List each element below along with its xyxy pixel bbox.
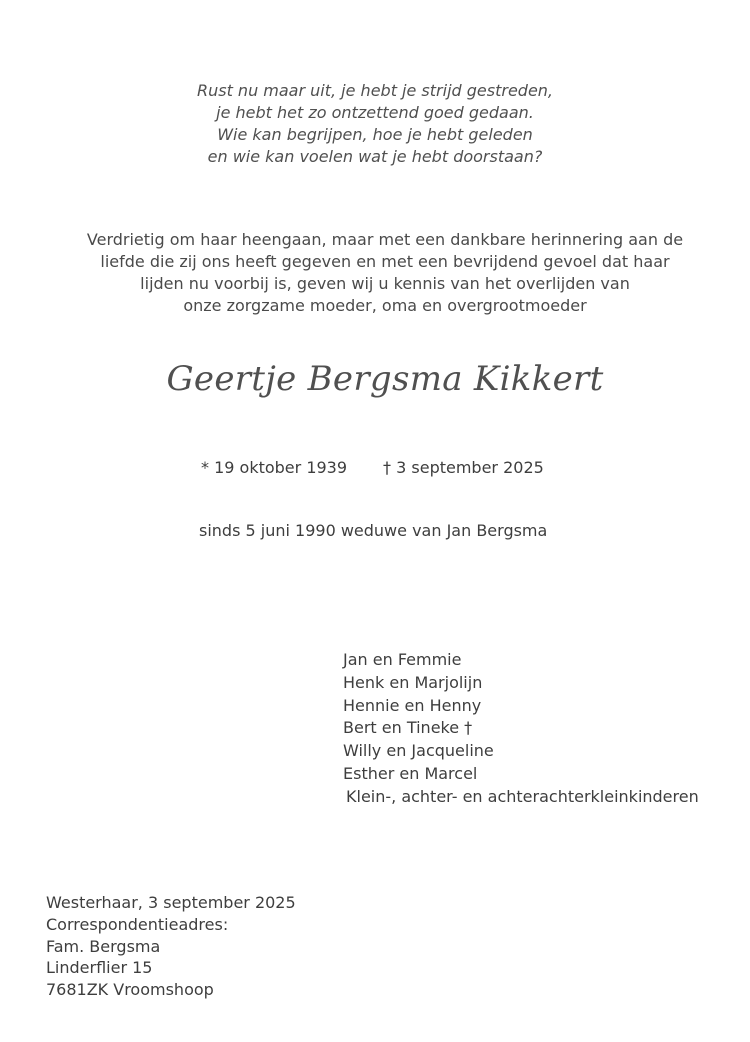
widow-note: sinds 5 juni 1990 weduwe van Jan Bergsma — [199, 521, 548, 540]
poem-line: Rust nu maar uit, je hebt je strijd gestreden, — [196, 81, 554, 100]
poem-line: Wie kan begrijpen, hoe je hebt geleden — [217, 125, 533, 144]
birth-date: * 19 oktober 1939 — [201, 458, 348, 477]
family-member: Bert en Tineke † — [343, 718, 473, 738]
address-postal-city: 7681ZK Vroomshoop — [46, 980, 214, 1000]
poem-line: je hebt het zo ontzettend goed gedaan. — [216, 103, 534, 122]
announcement-line: liefde die zij ons heeft gegeven en met een bevrijdend gevoel dat haar — [100, 252, 670, 271]
deceased-name: Geertje Bergsma Kikkert — [166, 359, 604, 399]
death-date: † 3 september 2025 — [383, 458, 544, 477]
family-member: Esther en Marcel — [343, 763, 478, 783]
memorial-poem — [0, 80, 750, 168]
address-street: Linderflier 15 — [46, 958, 153, 978]
correspondence-address — [46, 892, 296, 1001]
grandchildren-line: Klein-, achter- en achterachterkleinkinderen — [346, 786, 699, 806]
announcement-line: onze zorgzame moeder, oma en overgrootmoeder — [183, 296, 587, 315]
place-date: Westerhaar, 3 september 2025 — [46, 893, 296, 912]
family-member: Henk en Marjolijn — [343, 672, 483, 692]
family-member: Jan en Femmie — [343, 650, 462, 669]
address-label: Correspondentieadres: — [46, 914, 229, 934]
family-member: Willy en Jacqueline — [343, 741, 494, 761]
family-list — [343, 649, 699, 809]
announcement-text — [0, 229, 750, 317]
announcement-line: Verdrietig om haar heengaan, maar met een dankbare herinnering aan de — [86, 230, 684, 249]
life-dates — [201, 457, 544, 479]
family-member: Hennie en Henny — [343, 695, 482, 715]
address-name: Fam. Bergsma — [46, 936, 161, 956]
poem-line: en wie kan voelen wat je hebt doorstaan? — [207, 147, 543, 166]
announcement-line: lijden nu voorbij is, geven wij u kennis van het overlijden van — [140, 274, 630, 293]
